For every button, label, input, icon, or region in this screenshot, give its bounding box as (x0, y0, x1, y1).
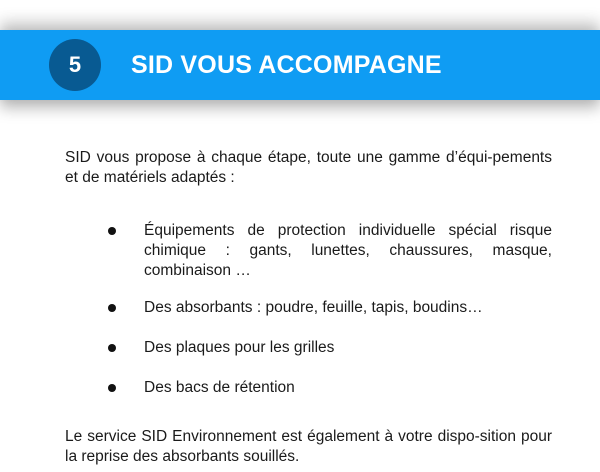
section-header (0, 30, 600, 100)
bullet-dot-icon (108, 304, 116, 312)
list-item (65, 221, 552, 281)
list-item-text: Des bacs de rétention (144, 379, 295, 396)
section-title: SID VOUS ACCOMPAGNE (131, 51, 442, 79)
equipment-list (65, 221, 552, 398)
list-item-text: Des absorbants : poudre, feuille, tapis, boudins… (144, 299, 483, 316)
list-item (65, 378, 552, 398)
section-content (65, 148, 552, 467)
list-item (65, 298, 552, 318)
bullet-dot-icon (108, 344, 116, 352)
list-item-text: Des plaques pour les grilles (144, 339, 335, 356)
step-number-badge: 5 (49, 39, 101, 91)
bullet-dot-icon (108, 227, 116, 235)
list-item-text: Équipements de protection individuelle spécial risque chimique : gants, lunettes, chaussures, masque, combinaison … (144, 222, 552, 279)
bullet-dot-icon (108, 384, 116, 392)
outro-paragraph: Le service SID Environnement est également à votre dispo-sition pour la reprise des absorbants souillés. (65, 428, 552, 465)
list-item (65, 338, 552, 358)
intro-paragraph: SID vous propose à chaque étape, toute une gamme d’équi-pements et de matériels adaptés : (65, 149, 552, 186)
